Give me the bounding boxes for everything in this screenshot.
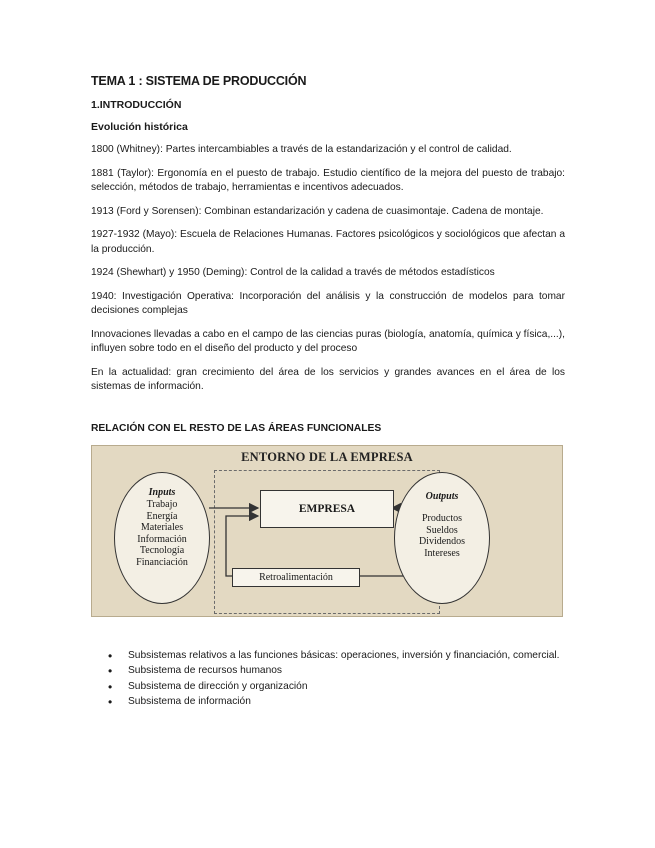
input-item: Materiales [140,522,184,534]
paragraph: 1881 (Taylor): Ergonomía en el puesto de trabajo. Estudio científico de la mejora del puesto de trabajo: selección, métodos de trabajo, herramientas e incentivos adecuados. [91,167,565,193]
diagram-title: ENTORNO DE LA EMPRESA [241,449,413,464]
feedback-loop-left [226,516,258,576]
input-item: Tecnología [139,545,185,557]
input-item: Trabajo [146,499,178,511]
outputs-heading: Outputs [425,490,459,502]
list-item: • Subsistema de información [91,695,565,709]
section-heading-relacion: RELACIÓN CON EL RESTO DE LAS ÁREAS FUNCIONALES [91,422,382,434]
section-heading-introduccion: 1.INTRODUCCIÓN [91,99,182,111]
paragraph: 1800 (Whitney): Partes intercambiables a través de la estandarización y el control de calidad. [91,144,512,155]
paragraph: 1927-1932 (Mayo): Escuela de Relaciones Humanas. Factores psicológicos y sociológicos que afectan a la producción. [91,229,565,255]
input-item: Energía [146,510,178,522]
paragraph: Innovaciones llevadas a cabo en el campo de las ciencias puras (biología, anatomía, química y física,...), influyen sobre todo en el diseño del producto y del proceso [91,328,565,354]
empresa-box: EMPRESA [260,490,394,528]
environment-diagram [91,445,563,617]
output-item: Dividendos [418,536,466,548]
inputs-heading: Inputs [148,486,176,498]
paragraph: En la actualidad: gran crecimiento del área de los servicios y grandes avances en el área de los sistemas de información. [91,366,565,392]
subsection-heading: Evolución histórica [91,121,188,133]
outputs-oval [394,472,490,604]
output-item: Sueldos [426,524,458,536]
document-title: TEMA 1 : SISTEMA DE PRODUCCIÓN [91,74,307,88]
list-item: • Subsistema de dirección y organización [91,680,565,694]
paragraph: 1913 (Ford y Sorensen): Combinan estandarización y cadena de cuasimontaje. Cadena de montaje. [91,205,544,217]
document-page [91,74,565,711]
subsystems-list [91,649,565,710]
output-item: Intereses [424,547,460,559]
inputs-oval [114,472,210,604]
list-item: • Subsistema de recursos humanos [91,664,565,678]
input-item: Información [137,533,187,545]
feedback-box: Retroalimentación [232,568,360,587]
input-item: Financiación [136,557,188,569]
output-item: Productos [422,513,462,525]
list-item: • Subsistemas relativos a las funciones básicas: operaciones, inversión y financiación, comercial. [91,649,565,663]
paragraph: 1924 (Shewhart) y 1950 (Deming): Control de la calidad a través de métodos estadísticos [91,267,495,278]
paragraph: 1940: Investigación Operativa: Incorporación del análisis y la construcción de modelos para tomar decisiones complejas [91,290,565,316]
